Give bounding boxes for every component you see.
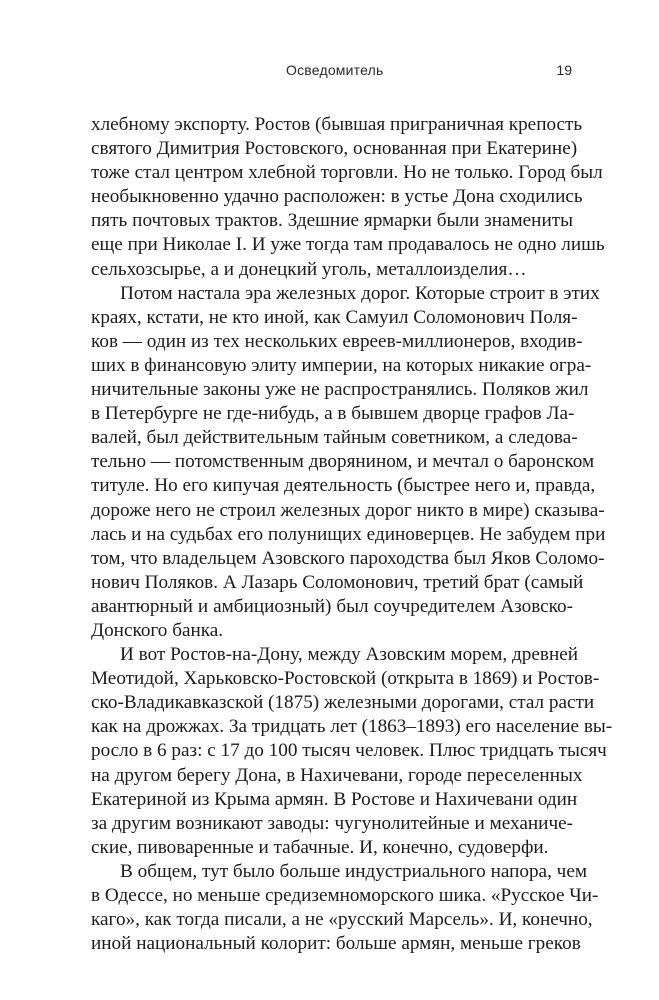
text-line: В общем, тут было больше индустриального напора, чем	[120, 860, 587, 882]
text-line: том, что владельцем Азовского пароходства был Яков Соломо-	[91, 547, 605, 569]
text-line: в Петербурге не где-нибудь, а в бывшем дворце графов Ла-	[91, 403, 575, 425]
text-line: ших в финансовую элиту империи, на которых никакие огра-	[91, 354, 592, 376]
text-line: как на дрожжах. За тридцать лет (1863–1893) его население вы-	[91, 716, 613, 738]
text-line: ско-Владикавказской (1875) железными дорогами, стал расти	[91, 692, 595, 714]
paragraph	[91, 643, 613, 860]
text-line: нович Поляков. А Лазарь Соломонович, третий брат (самый	[91, 571, 584, 593]
text-line: Меотидой, Харьковско-Ростовской (открыта в 1869) и Ростов-	[91, 668, 600, 690]
text-line: в Одессе, но меньше средиземноморского шика. «Русское Чи-	[91, 885, 599, 906]
text-line: ничительные законы уже не распространялись. Поляков жил	[91, 379, 589, 401]
text-line: ков — один из тех нескольких евреев-миллионеров, входив-	[91, 330, 583, 352]
text-line: еще при Николае I. И уже тогда там продавалось не одно лишь	[91, 234, 605, 256]
text-line: сельхозсырье, а и донецкий уголь, металлоизделия…	[91, 258, 527, 280]
text-line: валей, был действительным тайным советником, а следова-	[91, 427, 578, 449]
paragraph	[91, 282, 606, 643]
paragraph	[91, 860, 599, 956]
text-line: ские, пивоваренные и табачные. И, конечно, судоверфи.	[91, 836, 549, 858]
text-line: на другом берегу Дона, в Нахичевани, городе переселенных	[91, 764, 583, 786]
text-line: дороже него не строил железных дорог никто в мире) сказыва-	[91, 499, 605, 521]
body-text	[91, 113, 613, 956]
text-line: тоже стал центром хлебной торговли. Но не только. Город был	[91, 162, 603, 184]
text-line: краях, кстати, не кто иной, как Самуил Соломонович Поля-	[91, 306, 578, 328]
text-line: каго», как тогда писали, а не «русский Марсель». И, конечно,	[91, 909, 593, 931]
running-title: Осведомитель	[286, 62, 384, 78]
text-line: И вот Ростов-на-Дону, между Азовским морем, древней	[120, 644, 578, 666]
page-number: 19	[556, 62, 572, 78]
text-line: за другим возникают заводы: чугунолитейные и механиче-	[91, 812, 573, 834]
text-line: святого Димитрия Ростовского, основанная при Екатерине)	[91, 138, 578, 160]
running-header	[0, 62, 659, 82]
text-line: авантюрный и амбициозный) был соучредителем Азовско-	[91, 595, 573, 617]
text-line: пять почтовых трактов. Здешние ярмарки были знамениты	[91, 210, 573, 232]
text-line: тельно — потомственным дворянином, и мечтал о баронском	[91, 451, 595, 473]
text-line: титуле. Но его кипучая деятельность (быстрее него и, правда,	[91, 475, 596, 497]
text-line: необыкновенно удачно расположен: в устье Дона сходились	[91, 186, 583, 208]
text-line: Екатериной из Крыма армян. В Ростове и Нахичевани один	[91, 788, 578, 810]
text-line: лась и на судьбах его полунищих единоверцев. Не забудем при	[91, 523, 606, 545]
text-line: хлебному экспорту. Ростов (бывшая приграничная крепость	[91, 114, 583, 135]
text-line: Потом настала эра железных дорог. Которые строит в этих	[120, 282, 600, 304]
text-line: росло в 6 раз: с 17 до 100 тысяч человек. Плюс тридцать тысяч	[91, 740, 607, 762]
text-line: иной национальный колорит: больше армян, меньше греков	[91, 933, 581, 955]
text-line: Донского банка.	[91, 619, 224, 641]
paragraph	[91, 113, 605, 282]
